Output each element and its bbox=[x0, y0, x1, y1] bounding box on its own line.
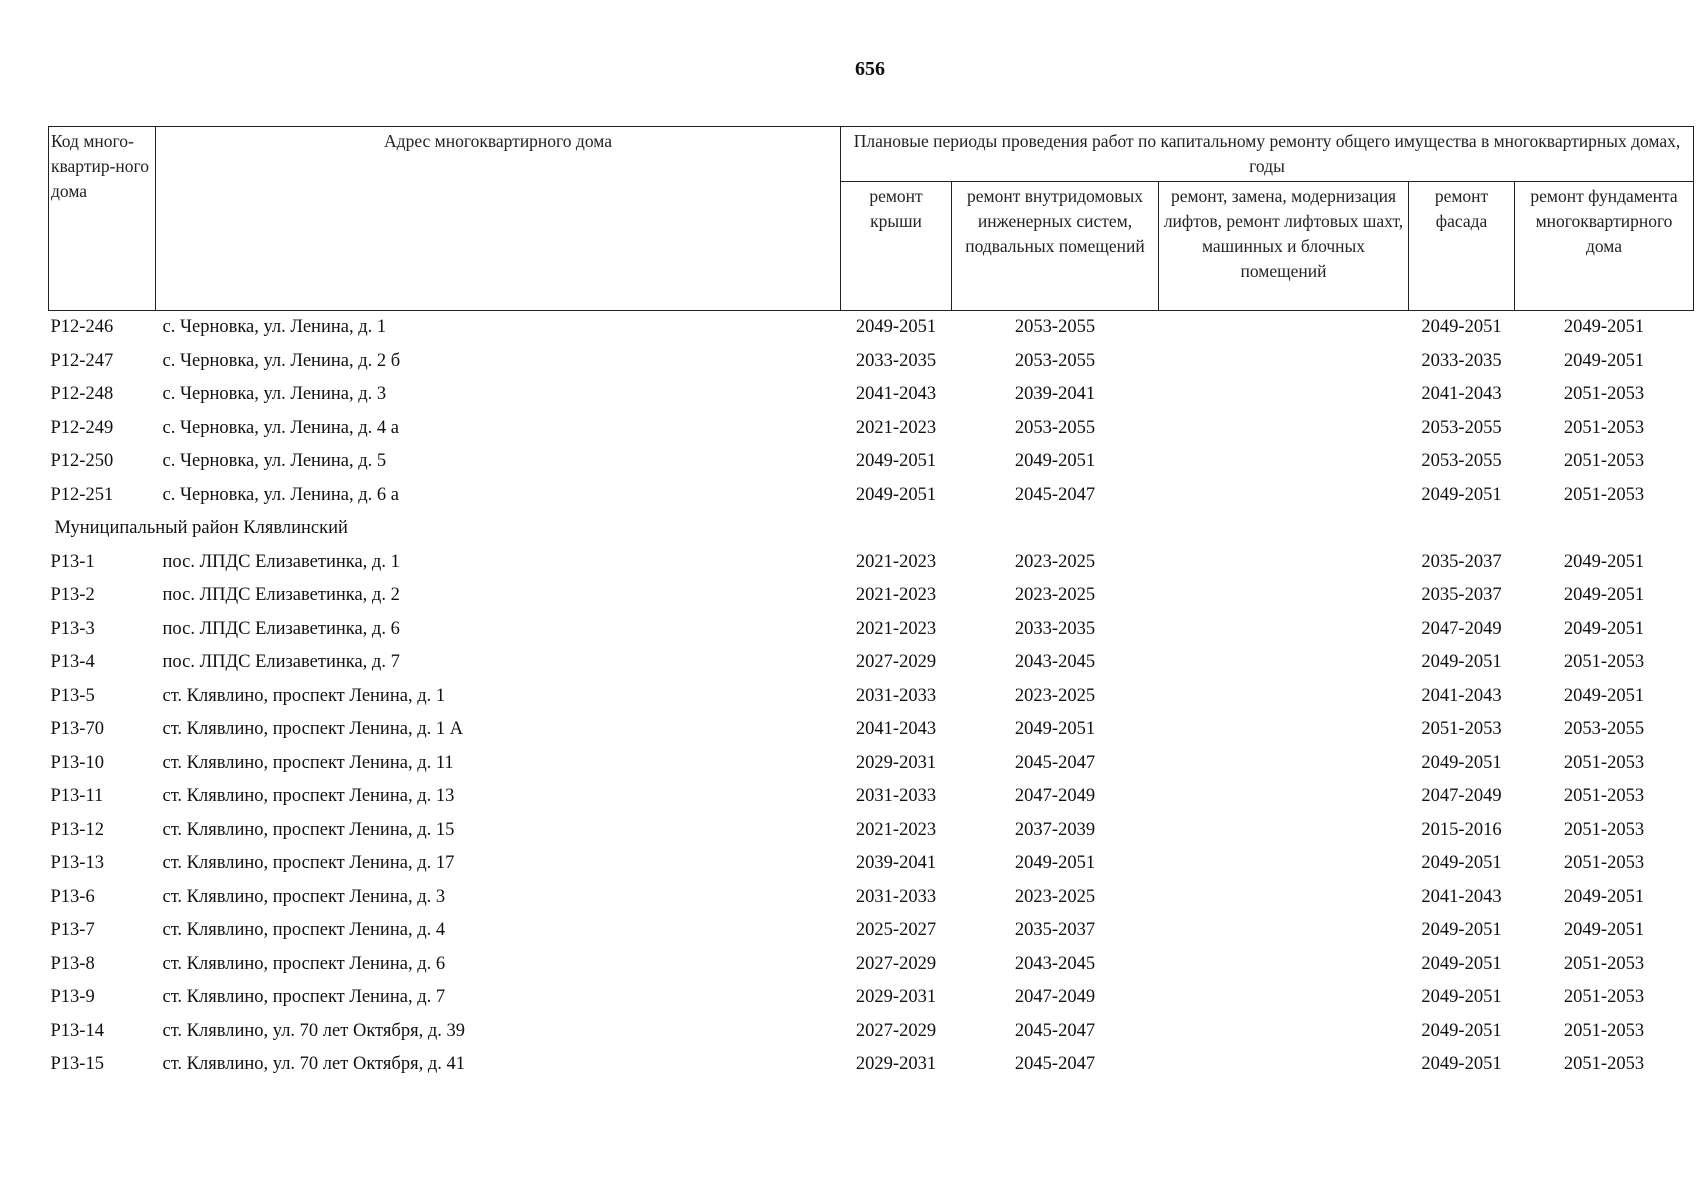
row-lifts-period bbox=[1159, 613, 1409, 647]
row-address: с. Черновка, ул. Ленина, д. 4 а bbox=[162, 417, 399, 438]
row-lifts-period bbox=[1159, 445, 1409, 479]
row-facade-period: 2015-2016 bbox=[1421, 819, 1502, 840]
row-roof-period: 2029-2031 bbox=[855, 987, 937, 1008]
row-address: пос. ЛПДС Елизаветинка, д. 6 bbox=[162, 618, 400, 639]
row-engineering-period: 2045-2047 bbox=[1014, 1054, 1096, 1075]
row-lifts-period bbox=[1159, 814, 1409, 848]
row-engineering-period: 2045-2047 bbox=[1014, 752, 1096, 773]
row-address: ст. Клявлино, проспект Ленина, д. 6 bbox=[162, 953, 446, 974]
row-roof-period: 2027-2029 bbox=[855, 1020, 937, 1041]
row-roof-period: 2033-2035 bbox=[855, 350, 937, 371]
row-address: ст. Клявлино, проспект Ленина, д. 17 bbox=[162, 853, 455, 874]
row-engineering-period: 2039-2041 bbox=[1014, 384, 1096, 405]
row-engineering-period: 2045-2047 bbox=[1014, 1020, 1096, 1041]
row-lifts-period bbox=[1159, 747, 1409, 781]
row-engineering-period: 2023-2025 bbox=[1014, 685, 1096, 706]
row-engineering-period: 2053-2055 bbox=[1014, 350, 1096, 371]
row-foundation-period: 2051-2053 bbox=[1563, 786, 1645, 807]
table-row bbox=[49, 445, 1694, 479]
row-address: с. Черновка, ул. Ленина, д. 2 б bbox=[162, 350, 401, 371]
row-code: P12-251 bbox=[50, 484, 114, 505]
row-roof-period: 2049-2051 bbox=[855, 317, 937, 338]
row-foundation-period: 2051-2053 bbox=[1563, 987, 1645, 1008]
row-lifts-period bbox=[1159, 981, 1409, 1015]
row-code: P13-70 bbox=[50, 719, 104, 740]
row-address: ст. Клявлино, проспект Ленина, д. 3 bbox=[162, 886, 446, 907]
row-facade-period: 2049-2051 bbox=[1421, 652, 1502, 673]
row-foundation-period: 2051-2053 bbox=[1563, 1020, 1645, 1041]
row-engineering-period: 2049-2051 bbox=[1014, 451, 1096, 472]
row-roof-period: 2031-2033 bbox=[855, 786, 937, 807]
row-engineering-period: 2023-2025 bbox=[1014, 551, 1096, 572]
row-lifts-period bbox=[1159, 1015, 1409, 1049]
row-address: с. Черновка, ул. Ленина, д. 5 bbox=[162, 451, 387, 472]
row-engineering-period: 2053-2055 bbox=[1014, 417, 1096, 438]
row-foundation-period: 2051-2053 bbox=[1563, 484, 1645, 505]
row-code: P13-1 bbox=[50, 551, 95, 572]
row-lifts-period bbox=[1159, 479, 1409, 513]
row-lifts-period bbox=[1159, 1048, 1409, 1082]
page-number: 656 bbox=[855, 58, 885, 80]
row-engineering-period: 2037-2039 bbox=[1014, 819, 1096, 840]
row-roof-period: 2029-2031 bbox=[855, 752, 937, 773]
row-engineering-period: 2045-2047 bbox=[1014, 484, 1096, 505]
row-code: P13-7 bbox=[50, 920, 95, 941]
row-facade-period: 2049-2051 bbox=[1421, 484, 1502, 505]
row-code: P12-249 bbox=[50, 417, 114, 438]
row-foundation-period: 2049-2051 bbox=[1563, 585, 1645, 606]
row-facade-period: 2049-2051 bbox=[1421, 953, 1502, 974]
row-foundation-period: 2049-2051 bbox=[1563, 350, 1645, 371]
row-foundation-period: 2053-2055 bbox=[1563, 719, 1645, 740]
row-facade-period: 2047-2049 bbox=[1421, 618, 1502, 639]
table-row bbox=[49, 546, 1694, 580]
row-engineering-period: 2023-2025 bbox=[1014, 886, 1096, 907]
header-facade: ремонт фасада bbox=[1409, 182, 1515, 311]
row-code: P12-250 bbox=[50, 451, 114, 472]
repair-schedule-table-wrap bbox=[48, 126, 1693, 1082]
row-code: P12-246 bbox=[50, 317, 114, 338]
row-engineering-period: 2047-2049 bbox=[1014, 786, 1096, 807]
row-engineering-period: 2053-2055 bbox=[1014, 317, 1096, 338]
row-lifts-period bbox=[1159, 378, 1409, 412]
row-facade-period: 2053-2055 bbox=[1421, 451, 1502, 472]
row-lifts-period bbox=[1159, 881, 1409, 915]
row-foundation-period: 2051-2053 bbox=[1563, 451, 1645, 472]
row-foundation-period: 2049-2051 bbox=[1563, 317, 1645, 338]
table-row bbox=[49, 1048, 1694, 1082]
row-code: P13-10 bbox=[50, 752, 104, 773]
row-engineering-period: 2035-2037 bbox=[1014, 920, 1096, 941]
row-facade-period: 2053-2055 bbox=[1421, 417, 1502, 438]
row-foundation-period: 2049-2051 bbox=[1563, 685, 1645, 706]
row-facade-period: 2049-2051 bbox=[1421, 752, 1502, 773]
row-roof-period: 2021-2023 bbox=[855, 618, 937, 639]
row-address: пос. ЛПДС Елизаветинка, д. 2 bbox=[162, 585, 400, 606]
row-lifts-period bbox=[1159, 412, 1409, 446]
table-header bbox=[49, 127, 1694, 311]
row-code: P13-5 bbox=[50, 685, 95, 706]
row-lifts-period bbox=[1159, 311, 1409, 345]
row-address: ст. Клявлино, проспект Ленина, д. 7 bbox=[162, 987, 446, 1008]
row-roof-period: 2021-2023 bbox=[855, 585, 937, 606]
row-foundation-period: 2049-2051 bbox=[1563, 886, 1645, 907]
row-lifts-period bbox=[1159, 847, 1409, 881]
row-address: ст. Клявлино, проспект Ленина, д. 13 bbox=[162, 786, 455, 807]
row-engineering-period: 2043-2045 bbox=[1014, 652, 1096, 673]
row-code: P13-15 bbox=[50, 1054, 104, 1075]
row-engineering-period: 2043-2045 bbox=[1014, 953, 1096, 974]
header-address: Адрес многоквартирного дома bbox=[156, 127, 841, 311]
row-roof-period: 2049-2051 bbox=[855, 451, 937, 472]
row-roof-period: 2029-2031 bbox=[855, 1054, 937, 1075]
row-roof-period: 2039-2041 bbox=[855, 853, 937, 874]
row-foundation-period: 2051-2053 bbox=[1563, 652, 1645, 673]
row-roof-period: 2027-2029 bbox=[855, 652, 937, 673]
row-code: P13-3 bbox=[50, 618, 95, 639]
table-row bbox=[49, 412, 1694, 446]
row-foundation-period: 2049-2051 bbox=[1563, 618, 1645, 639]
row-roof-period: 2021-2023 bbox=[855, 417, 937, 438]
row-foundation-period: 2051-2053 bbox=[1563, 384, 1645, 405]
row-foundation-period: 2051-2053 bbox=[1563, 819, 1645, 840]
row-address: ст. Клявлино, проспект Ленина, д. 15 bbox=[162, 819, 455, 840]
header-code: Код много-квартир-ного дома bbox=[49, 127, 156, 311]
row-roof-period: 2031-2033 bbox=[855, 685, 937, 706]
row-address: пос. ЛПДС Елизаветинка, д. 7 bbox=[162, 652, 400, 673]
header-lifts: ремонт, замена, модернизация лифтов, ремонт лифтовых шахт, машинных и блочных помещений bbox=[1159, 182, 1409, 311]
header-engineering: ремонт внутридомовых инженерных систем, подвальных помещений bbox=[952, 182, 1159, 311]
row-code: P13-8 bbox=[50, 953, 95, 974]
row-lifts-period bbox=[1159, 680, 1409, 714]
table-row bbox=[49, 345, 1694, 379]
table-row bbox=[49, 613, 1694, 647]
row-address: ст. Клявлино, проспект Ленина, д. 4 bbox=[162, 920, 446, 941]
header-foundation: ремонт фундамента многоквартирного дома bbox=[1515, 182, 1694, 311]
row-engineering-period: 2047-2049 bbox=[1014, 987, 1096, 1008]
row-facade-period: 2041-2043 bbox=[1421, 886, 1502, 907]
table-row bbox=[49, 579, 1694, 613]
row-facade-period: 2049-2051 bbox=[1421, 920, 1502, 941]
row-engineering-period: 2023-2025 bbox=[1014, 585, 1096, 606]
row-foundation-period: 2049-2051 bbox=[1563, 920, 1645, 941]
row-lifts-period bbox=[1159, 914, 1409, 948]
row-foundation-period: 2051-2053 bbox=[1563, 752, 1645, 773]
row-facade-period: 2047-2049 bbox=[1421, 786, 1502, 807]
row-address: пос. ЛПДС Елизаветинка, д. 1 bbox=[162, 551, 400, 572]
row-facade-period: 2049-2051 bbox=[1421, 853, 1502, 874]
table-row bbox=[49, 646, 1694, 680]
table-row bbox=[49, 713, 1694, 747]
table-row bbox=[49, 881, 1694, 915]
row-lifts-period bbox=[1159, 546, 1409, 580]
table-row bbox=[49, 948, 1694, 982]
row-facade-period: 2051-2053 bbox=[1421, 719, 1502, 740]
row-address: ст. Клявлино, проспект Ленина, д. 11 bbox=[162, 752, 454, 773]
row-lifts-period bbox=[1159, 948, 1409, 982]
row-facade-period: 2035-2037 bbox=[1421, 551, 1502, 572]
row-code: P13-4 bbox=[50, 652, 95, 673]
row-roof-period: 2041-2043 bbox=[855, 384, 937, 405]
row-address: с. Черновка, ул. Ленина, д. 6 а bbox=[162, 484, 399, 505]
row-code: P13-6 bbox=[50, 886, 95, 907]
row-address: с. Черновка, ул. Ленина, д. 1 bbox=[162, 317, 387, 338]
row-address: ст. Клявлино, ул. 70 лет Октября, д. 39 bbox=[162, 1020, 465, 1041]
row-foundation-period: 2051-2053 bbox=[1563, 417, 1645, 438]
table-row bbox=[49, 479, 1694, 513]
row-code: P13-14 bbox=[50, 1020, 104, 1041]
row-address: ст. Клявлино, проспект Ленина, д. 1 А bbox=[162, 719, 464, 740]
section-row bbox=[49, 512, 1694, 546]
row-foundation-period: 2051-2053 bbox=[1563, 1054, 1645, 1075]
row-code: P13-11 bbox=[50, 786, 104, 807]
row-facade-period: 2049-2051 bbox=[1421, 1054, 1502, 1075]
repair-schedule-table bbox=[48, 126, 1694, 1082]
row-facade-period: 2049-2051 bbox=[1421, 1020, 1502, 1041]
row-code: P12-248 bbox=[50, 384, 114, 405]
section-title: Муниципальный район Клявлинский bbox=[54, 518, 348, 539]
row-roof-period: 2025-2027 bbox=[855, 920, 937, 941]
row-code: P12-247 bbox=[50, 350, 114, 371]
row-code: P13-12 bbox=[50, 819, 104, 840]
row-lifts-period bbox=[1159, 579, 1409, 613]
table-row bbox=[49, 747, 1694, 781]
row-roof-period: 2031-2033 bbox=[855, 886, 937, 907]
row-address: с. Черновка, ул. Ленина, д. 3 bbox=[162, 384, 387, 405]
row-address: ст. Клявлино, проспект Ленина, д. 1 bbox=[162, 685, 446, 706]
row-foundation-period: 2049-2051 bbox=[1563, 551, 1645, 572]
row-roof-period: 2027-2029 bbox=[855, 953, 937, 974]
row-foundation-period: 2051-2053 bbox=[1563, 953, 1645, 974]
table-row bbox=[49, 847, 1694, 881]
row-facade-period: 2041-2043 bbox=[1421, 685, 1502, 706]
row-facade-period: 2049-2051 bbox=[1421, 317, 1502, 338]
table-body bbox=[49, 311, 1694, 1082]
row-facade-period: 2049-2051 bbox=[1421, 987, 1502, 1008]
table-row bbox=[49, 780, 1694, 814]
row-code: P13-2 bbox=[50, 585, 95, 606]
row-facade-period: 2041-2043 bbox=[1421, 384, 1502, 405]
row-engineering-period: 2033-2035 bbox=[1014, 618, 1096, 639]
row-foundation-period: 2051-2053 bbox=[1563, 853, 1645, 874]
row-lifts-period bbox=[1159, 646, 1409, 680]
header-roof: ремонт крыши bbox=[841, 182, 952, 311]
row-facade-period: 2033-2035 bbox=[1421, 350, 1502, 371]
table-row bbox=[49, 311, 1694, 345]
row-roof-period: 2021-2023 bbox=[855, 819, 937, 840]
table-row bbox=[49, 1015, 1694, 1049]
header-planned-periods: Плановые периоды проведения работ по капитальному ремонту общего имущества в многоквартирных домах, годы bbox=[841, 127, 1694, 182]
row-facade-period: 2035-2037 bbox=[1421, 585, 1502, 606]
row-roof-period: 2041-2043 bbox=[855, 719, 937, 740]
table-row bbox=[49, 680, 1694, 714]
row-roof-period: 2049-2051 bbox=[855, 484, 937, 505]
row-lifts-period bbox=[1159, 780, 1409, 814]
row-code: P13-9 bbox=[50, 987, 95, 1008]
row-lifts-period bbox=[1159, 713, 1409, 747]
row-lifts-period bbox=[1159, 345, 1409, 379]
row-engineering-period: 2049-2051 bbox=[1014, 853, 1096, 874]
table-row bbox=[49, 981, 1694, 1015]
table-row bbox=[49, 814, 1694, 848]
row-engineering-period: 2049-2051 bbox=[1014, 719, 1096, 740]
row-address: ст. Клявлино, ул. 70 лет Октября, д. 41 bbox=[162, 1054, 465, 1075]
row-code: P13-13 bbox=[50, 853, 104, 874]
table-row bbox=[49, 914, 1694, 948]
table-row bbox=[49, 378, 1694, 412]
row-roof-period: 2021-2023 bbox=[855, 551, 937, 572]
